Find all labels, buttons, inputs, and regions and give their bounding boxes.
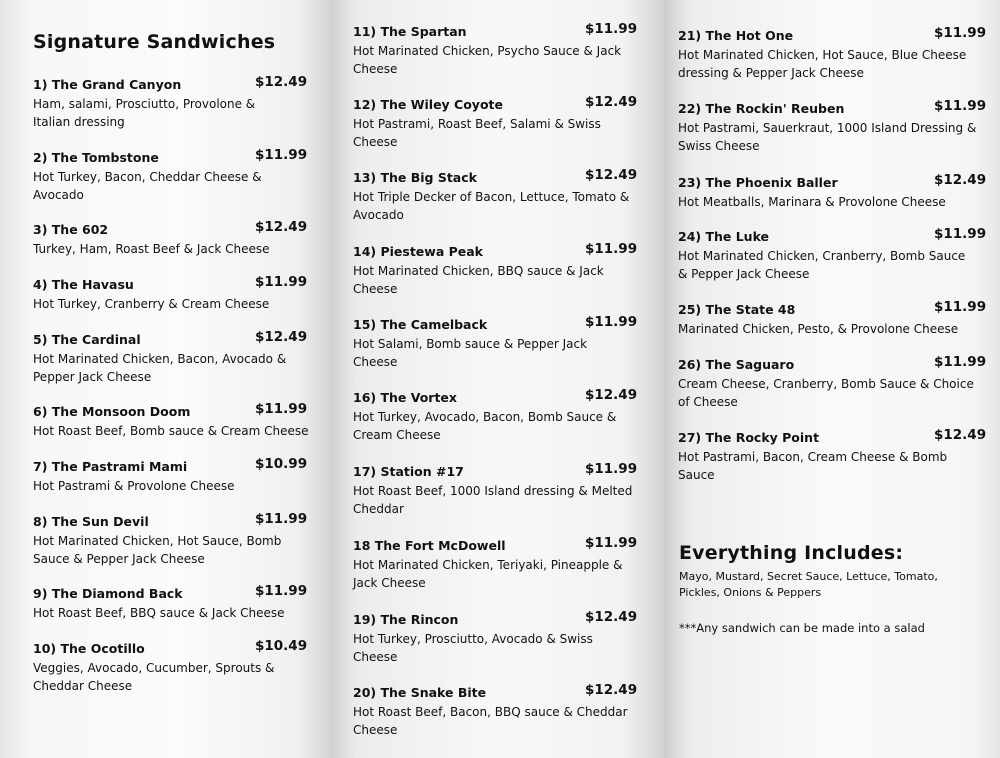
item-price: $11.99 <box>934 226 987 242</box>
menu-item <box>353 167 638 224</box>
item-description: Veggies, Avocado, Cucumber, Sprouts & Cheddar Cheese <box>33 661 275 693</box>
item-description: Hot Pastrami, Roast Beef, Salami & Swiss Cheese <box>353 117 601 149</box>
item-price: $11.99 <box>934 25 987 41</box>
menu-item <box>33 511 308 568</box>
item-name: 20) The Snake Bite <box>353 685 487 700</box>
item-name: 13) The Big Stack <box>353 170 477 185</box>
item-name: 16) The Vortex <box>353 390 457 405</box>
menu-item <box>678 354 987 411</box>
item-description: Hot Pastrami, Sauerkraut, 1000 Island Dressing & Swiss Cheese <box>678 121 977 153</box>
item-name: 24) The Luke <box>678 229 770 244</box>
menu-item <box>678 25 987 82</box>
menu-item <box>33 638 308 695</box>
salad-note: ***Any sandwich can be made into a salad <box>679 621 925 635</box>
item-name: 12) The Wiley Coyote <box>353 97 503 112</box>
item-name: 6) The Monsoon Doom <box>33 404 191 419</box>
menu-panel-right <box>664 0 1000 758</box>
item-name: 8) The Sun Devil <box>33 514 149 529</box>
menu-panel-left <box>0 0 330 758</box>
menu-item <box>353 609 638 666</box>
item-description: Hot Marinated Chicken, Cranberry, Bomb Sauce & Pepper Jack Cheese <box>678 249 966 281</box>
item-name: 3) The 602 <box>33 222 109 237</box>
menu-item <box>353 21 638 78</box>
item-name: 25) The State 48 <box>678 302 796 317</box>
menu-item <box>678 172 987 211</box>
menu-item <box>678 299 987 338</box>
item-description: Hot Turkey, Cranberry & Cream Cheese <box>33 297 270 311</box>
menu-item <box>353 682 638 739</box>
menu-item <box>353 387 638 444</box>
item-description: Hot Salami, Bomb sauce & Pepper Jack Cheese <box>353 337 588 369</box>
item-price: $11.99 <box>255 147 308 163</box>
item-description: Hot Roast Beef, Bacon, BBQ sauce & Cheddar Cheese <box>353 705 628 737</box>
includes-heading: Everything Includes: <box>679 542 904 564</box>
menu-heading: Signature Sandwiches <box>33 31 276 53</box>
item-price: $11.99 <box>585 21 638 37</box>
item-description: Hot Turkey, Avocado, Bacon, Bomb Sauce & Cream Cheese <box>353 410 617 442</box>
item-name: 14) Piestewa Peak <box>353 244 483 259</box>
item-description: Ham, salami, Prosciutto, Provolone & Italian dressing <box>33 97 256 129</box>
menu-item <box>33 456 308 495</box>
item-price: $12.49 <box>255 219 308 235</box>
menu-item <box>33 74 308 131</box>
item-price: $10.99 <box>255 456 308 472</box>
item-price: $12.49 <box>585 682 638 698</box>
item-name: 7) The Pastrami Mami <box>33 459 188 474</box>
item-name: 5) The Cardinal <box>33 332 141 347</box>
item-description: Hot Marinated Chicken, Teriyaki, Pineapple & Jack Cheese <box>353 558 623 590</box>
item-description: Turkey, Ham, Roast Beef & Jack Cheese <box>33 242 270 256</box>
item-price: $12.49 <box>255 74 308 90</box>
item-price: $11.99 <box>255 511 308 527</box>
item-description: Hot Marinated Chicken, Hot Sauce, Blue Cheese dressing & Pepper Jack Cheese <box>678 48 967 80</box>
menu-item <box>33 583 308 622</box>
item-price: $12.49 <box>585 609 638 625</box>
menu-item <box>353 314 638 371</box>
item-price: $11.99 <box>585 461 638 477</box>
menu-item <box>353 241 638 298</box>
item-description: Hot Marinated Chicken, Psycho Sauce & Jack Cheese <box>353 44 622 76</box>
item-description: Hot Pastrami & Provolone Cheese <box>33 479 235 493</box>
menu-item <box>353 461 638 518</box>
menu-panel-middle <box>330 0 664 758</box>
item-price: $12.49 <box>585 94 638 110</box>
item-price: $11.99 <box>585 241 638 257</box>
item-description: Hot Turkey, Bacon, Cheddar Cheese & Avocado <box>33 170 262 202</box>
item-price: $11.99 <box>934 98 987 114</box>
item-name: 1) The Grand Canyon <box>33 77 182 92</box>
item-name: 9) The Diamond Back <box>33 586 183 601</box>
menu-item <box>33 329 308 386</box>
includes-text: Mayo, Mustard, Secret Sauce, Lettuce, Tomato, Pickles, Onions & Peppers <box>679 570 938 599</box>
item-name: 26) The Saguaro <box>678 357 795 372</box>
item-name: 23) The Phoenix Baller <box>678 175 838 190</box>
item-price: $11.99 <box>255 274 308 290</box>
item-price: $11.99 <box>934 354 987 370</box>
item-price: $11.99 <box>255 401 308 417</box>
item-description: Hot Meatballs, Marinara & Provolone Cheese <box>678 195 946 209</box>
item-description: Marinated Chicken, Pesto, & Provolone Cheese <box>678 322 959 336</box>
item-name: 10) The Ocotillo <box>33 641 145 656</box>
item-name: 15) The Camelback <box>353 317 488 332</box>
menu-item <box>33 274 308 313</box>
menu-item <box>353 94 638 151</box>
item-description: Hot Marinated Chicken, Bacon, Avocado & Pepper Jack Cheese <box>33 352 287 384</box>
item-description: Hot Roast Beef, 1000 Island dressing & Melted Cheddar <box>353 484 633 516</box>
item-price: $12.49 <box>255 329 308 345</box>
item-price: $12.49 <box>585 387 638 403</box>
item-name: 27) The Rocky Point <box>678 430 820 445</box>
menu-item <box>33 147 308 204</box>
item-price: $11.99 <box>585 535 638 551</box>
item-price: $11.99 <box>585 314 638 330</box>
item-name: 4) The Havasu <box>33 277 134 292</box>
item-price: $12.49 <box>934 172 987 188</box>
menu-item <box>353 535 638 592</box>
item-name: 11) The Spartan <box>353 24 467 39</box>
item-description: Hot Roast Beef, Bomb sauce & Cream Cheese <box>33 424 309 438</box>
menu-item <box>33 219 308 258</box>
item-price: $10.49 <box>255 638 308 654</box>
menu-item <box>678 226 987 283</box>
menu-item <box>678 98 987 155</box>
item-description: Cream Cheese, Cranberry, Bomb Sauce & Choice of Cheese <box>678 377 974 409</box>
item-name: 19) The Rincon <box>353 612 459 627</box>
item-description: Hot Roast Beef, BBQ sauce & Jack Cheese <box>33 606 285 620</box>
item-description: Hot Triple Decker of Bacon, Lettuce, Tomato & Avocado <box>353 190 630 222</box>
menu-item <box>33 401 313 440</box>
item-description: Hot Pastrami, Bacon, Cream Cheese & Bomb Sauce <box>678 450 948 482</box>
item-price: $12.49 <box>585 167 638 183</box>
item-name: 18 The Fort McDowell <box>353 538 506 553</box>
item-name: 21) The Hot One <box>678 28 794 43</box>
item-price: $11.99 <box>255 583 308 599</box>
item-name: 17) Station #17 <box>353 464 464 479</box>
item-description: Hot Marinated Chicken, Hot Sauce, Bomb Sauce & Pepper Jack Cheese <box>33 534 282 566</box>
item-name: 2) The Tombstone <box>33 150 159 165</box>
item-name: 22) The Rockin' Reuben <box>678 101 845 116</box>
item-price: $11.99 <box>934 299 987 315</box>
item-description: Hot Marinated Chicken, BBQ sauce & Jack Cheese <box>353 264 604 296</box>
menu-item <box>678 427 987 484</box>
item-description: Hot Turkey, Prosciutto, Avocado & Swiss Cheese <box>353 632 593 664</box>
item-price: $12.49 <box>934 427 987 443</box>
